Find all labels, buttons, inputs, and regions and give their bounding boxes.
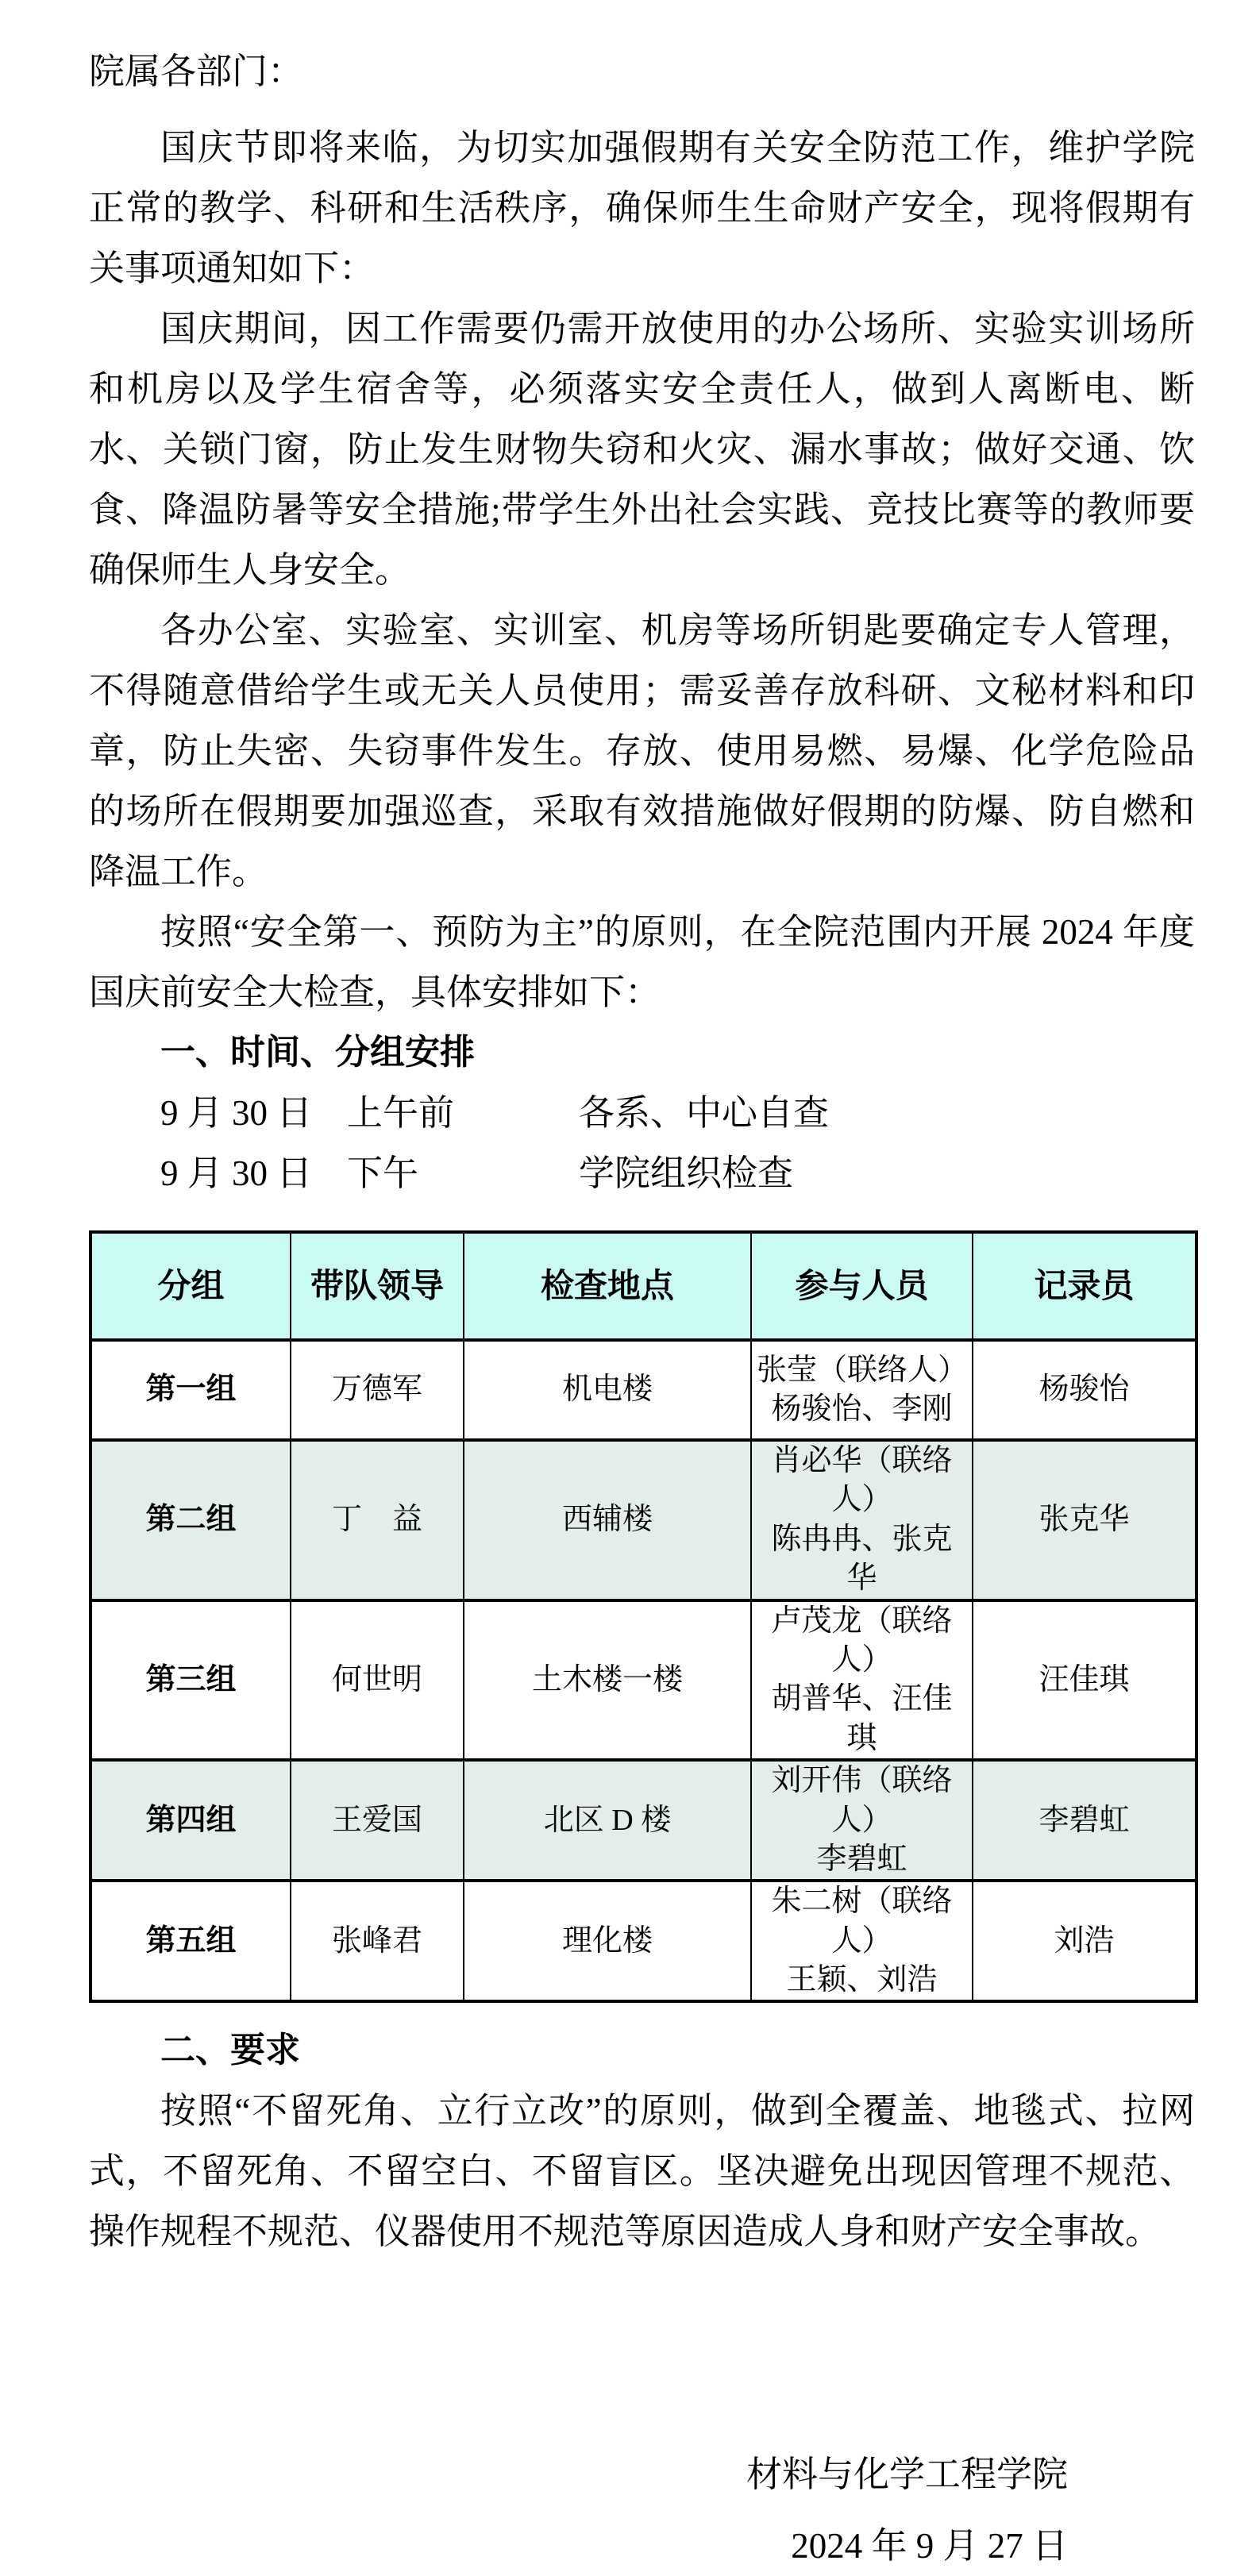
column-header-recorder: 记录员	[973, 1232, 1196, 1340]
location-cell: 理化楼	[464, 1881, 751, 2001]
leader-cell: 张峰君	[291, 1881, 464, 2001]
inspection-table	[89, 1230, 1198, 2003]
recorder-cell: 李碧虹	[973, 1760, 1196, 1881]
table-row	[91, 1881, 1196, 2001]
location-cell: 机电楼	[464, 1340, 751, 1440]
location-cell: 北区 D 楼	[464, 1760, 751, 1881]
location-cell: 土木楼一楼	[464, 1600, 751, 1761]
signature-date: 2024 年 9 月 27 日	[791, 2526, 1068, 2566]
participants-line-2: 李碧虹	[816, 1842, 907, 1876]
participants-line-1: 刘开伟（联络人）	[771, 1764, 953, 1837]
recorder-cell: 张克华	[973, 1440, 1196, 1600]
table-header-row	[91, 1232, 1196, 1340]
section2-paragraph: 按照“不留死角、立行立改”的原则，做到全覆盖、地毯式、拉网式，不留死角、不留空白、不留盲区。坚决避免出现因管理不规范、操作规程不规范、仪器使用不规范等原因造成人身和财产安全事故。	[89, 2091, 1195, 2252]
table-row	[91, 1440, 1196, 1600]
paragraph-1: 国庆节即将来临，为切实加强假期有关安全防范工作，维护学院正常的教学、科研和生活秩序，确保师生生命财产安全，现将假期有关事项通知如下：	[89, 128, 1195, 288]
participants-line-1: 朱二树（联络人）	[771, 1885, 953, 1958]
schedule-date: 9 月 30 日	[160, 1153, 313, 1193]
column-header-group: 分组	[91, 1232, 291, 1340]
schedule-time: 下午	[347, 1153, 419, 1193]
leader-cell: 王爱国	[291, 1760, 464, 1881]
paragraph-3: 各办公室、实验室、实训室、机房等场所钥匙要确定专人管理，不得随意借给学生或无关人员使用；需妥善存放科研、文秘材料和印章，防止失密、失窃事件发生。存放、使用易燃、易爆、化学危险品的场所在假期要加强巡查，采取有效措施做好假期的防爆、防自燃和降温工作。	[89, 610, 1195, 891]
signature-organization: 材料与化学工程学院	[746, 2455, 1068, 2495]
table-row	[91, 1600, 1196, 1761]
paragraph-4: 按照“安全第一、预防为主”的原则，在全院范围内开展 2024 年度国庆前安全大检查，具体安排如下：	[89, 912, 1195, 1012]
group-cell: 第三组	[91, 1600, 291, 1761]
participants-line-1: 肖必华（联络人）	[771, 1444, 953, 1517]
leader-cell: 丁 益	[291, 1440, 464, 1600]
leader-cell: 万德军	[291, 1340, 464, 1440]
group-cell: 第五组	[91, 1881, 291, 2001]
schedule-activity: 各系、中心自查	[579, 1093, 830, 1133]
recorder-cell: 汪佳琪	[973, 1600, 1196, 1761]
schedule-date: 9 月 30 日	[160, 1093, 313, 1133]
participants-line-2: 陈冉冉、张克华	[771, 1522, 953, 1596]
participants-line-2: 王颖、刘浩	[786, 1963, 938, 1997]
group-cell: 第一组	[91, 1340, 291, 1440]
column-header-leader: 带队领导	[291, 1232, 464, 1340]
paragraph-2: 国庆期间，因工作需要仍需开放使用的办公场所、实验实训场所和机房以及学生宿舍等，必须落实安全责任人，做到人离断电、断水、关锁门窗，防止发生财物失窃和火灾、漏水事故；做好交通、饮食、降温防暑等安全措施;带学生外出社会实践、竞技比赛等的教师要确保师生人身安全。	[89, 309, 1195, 590]
location-cell: 西辅楼	[464, 1440, 751, 1600]
participants-line-2: 杨骏怡、李刚	[771, 1392, 953, 1426]
participants-line-1: 张莹（联络人）	[757, 1353, 969, 1387]
schedule-row-2	[89, 1143, 1195, 1203]
participants-cell	[751, 1600, 973, 1761]
salutation: 院属各部门：	[89, 52, 304, 91]
signature-block	[89, 2444, 1195, 2576]
table-row	[91, 1340, 1196, 1440]
participants-line-1: 卢茂龙（联络人）	[771, 1604, 953, 1677]
recorder-cell: 刘浩	[973, 1881, 1196, 2001]
participants-cell	[751, 1340, 973, 1440]
section1-heading: 一、时间、分组安排	[160, 1033, 475, 1072]
section2-heading: 二、要求	[160, 2031, 300, 2070]
column-header-location: 检查地点	[464, 1232, 751, 1340]
column-header-participants: 参与人员	[751, 1232, 973, 1340]
participants-line-2: 胡普华、汪佳琪	[771, 1682, 953, 1755]
group-cell: 第四组	[91, 1760, 291, 1881]
schedule	[89, 1083, 1195, 1203]
recorder-cell: 杨骏怡	[973, 1340, 1196, 1440]
leader-cell: 何世明	[291, 1600, 464, 1761]
table-row	[91, 1760, 1196, 1881]
participants-cell	[751, 1881, 973, 2001]
schedule-activity: 学院组织检查	[579, 1153, 794, 1193]
group-cell: 第二组	[91, 1440, 291, 1600]
schedule-row-1	[89, 1083, 1195, 1143]
participants-cell	[751, 1440, 973, 1600]
schedule-time: 上午前	[347, 1093, 455, 1133]
participants-cell	[751, 1760, 973, 1881]
